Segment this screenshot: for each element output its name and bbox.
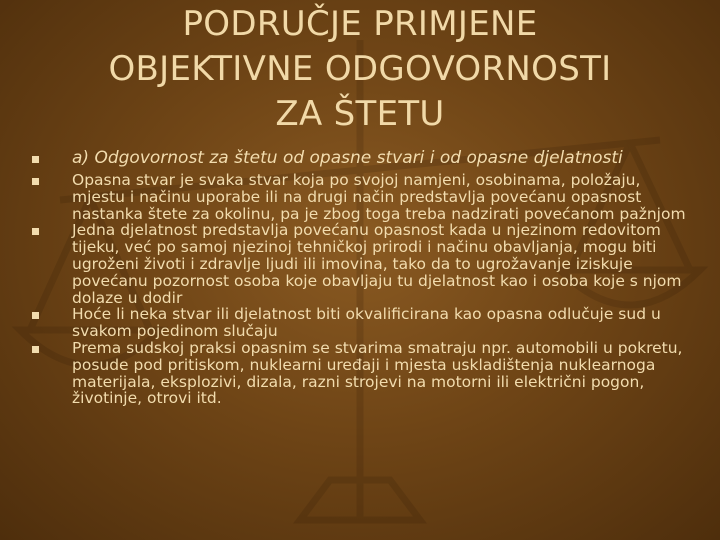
square-bullet-icon [32,228,39,235]
slide-title [40,2,680,137]
square-bullet-icon [32,178,39,185]
square-bullet-icon [32,312,39,319]
bullet-item-case-law-examples [28,340,698,407]
bullet-text: a) Odgovornost za štetu od opasne stvari i od opasne djelatnosti [72,148,623,168]
bullet-list [28,148,698,407]
bullet-text: Prema sudskoj praksi opasnim se stvarima smatraju npr. automobili u pokretu, posude pod pritiskom, nuklearni uređaji i mjesta uskladištenja nuklearnoga materijala, eksplozivi, dizala, razni strojevi na motorni ili električni pogon, životinje, otrovi itd. [72,338,683,408]
title-line-3: ZA ŠTETU [275,94,445,134]
bullet-item-dangerous-thing [28,172,698,222]
title-line-2: OBJEKTIVNE ODGOVORNOSTI [108,49,612,89]
bullet-text: Opasna stvar je svaka stvar koja po svojoj namjeni, osobinama, položaju, mjestu i načinu uporabe ili na drugi način predstavlja povećanu opasnost nastanka štete za okolinu, pa je zbog toga treba nadzirati povećanom pažnjom [72,171,686,223]
title-line-1: PODRUČJE PRIMJENE [182,4,538,44]
bullet-text: Jedna djelatnost predstavlja povećanu opasnost kada u njezinom redovitom tijeku, već po samoj njezinoj tehničkoj prirodi i načinu obavljanja, mogu biti ugroženi životi i zdravlje ljudi ili imovina, tako da to ugrožavanje iziskuje povećanu pozornost osoba koje obavljaju tu djelatnost kao i osoba koje s njom dolaze u dodir [72,221,682,307]
bullet-item-court-decides [28,306,698,340]
square-bullet-icon [32,346,39,353]
bullet-item-dangerous-activity [28,222,698,306]
bullet-text: Hoće li neka stvar ili djelatnost biti okvalificirana kao opasna odlučuje sud u svakom pojedinom slučaju [72,305,661,341]
bullet-item-subheading [28,148,698,168]
square-bullet-icon [32,156,39,163]
